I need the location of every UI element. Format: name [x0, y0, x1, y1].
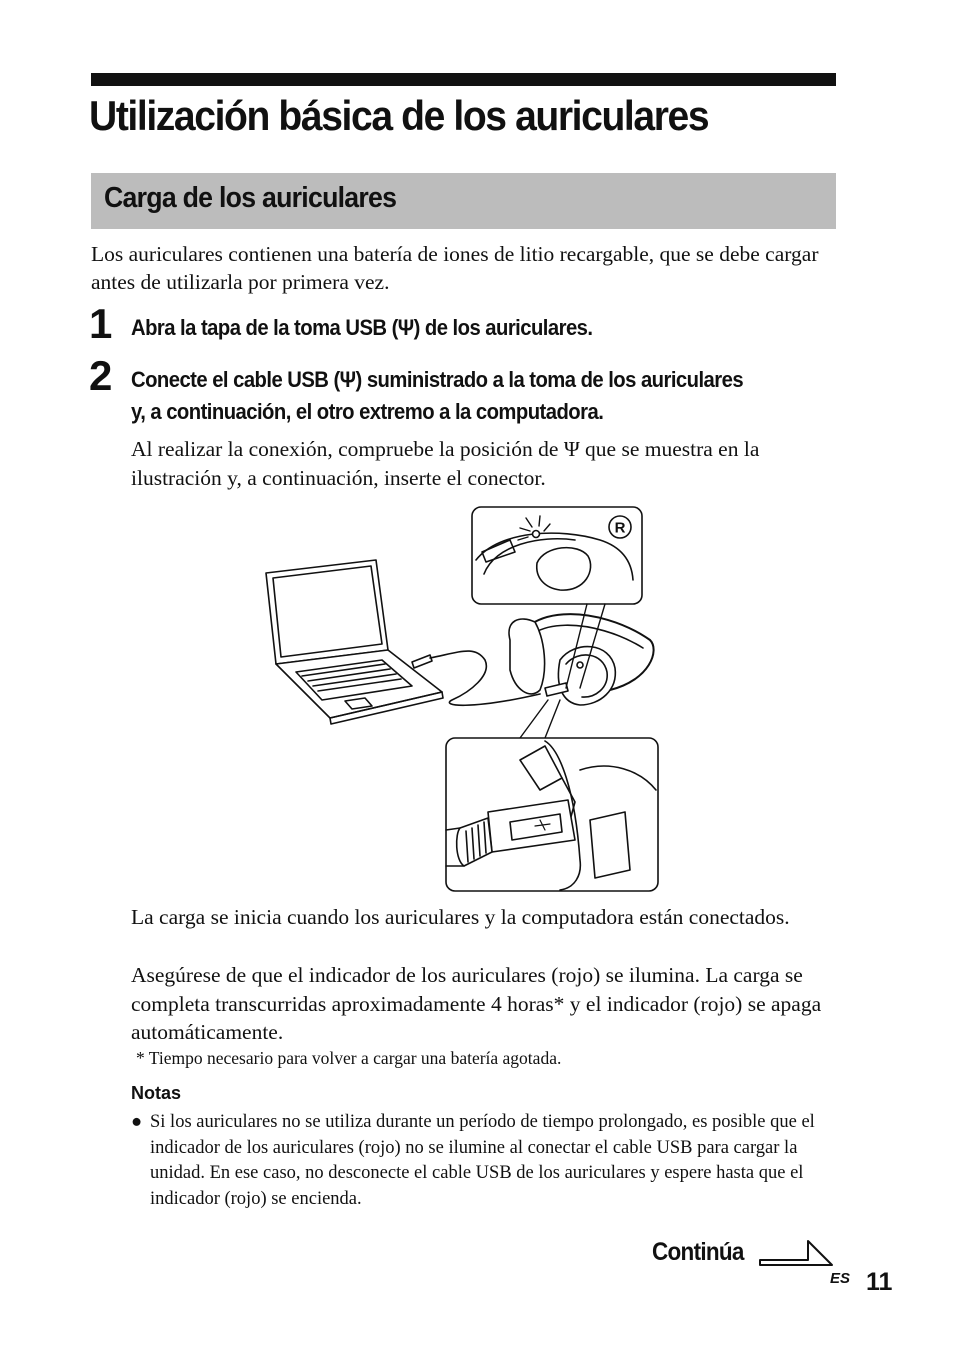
continue-arrow-icon [758, 1238, 836, 1270]
step-text: Conecte el cable USB (Ψ) suministrado a la toma de los auriculares [131, 367, 744, 392]
bullet-icon: ● [131, 1112, 143, 1132]
step-number: 1 [89, 300, 113, 347]
step-text: Abra la tapa de la toma USB (Ψ) de los auriculares. [131, 315, 593, 340]
footnote: * Tiempo necesario para volver a cargar una batería agotada. [136, 1048, 562, 1068]
notes-heading: Notas [131, 1083, 182, 1103]
r-marker: R [614, 519, 626, 537]
language-code: ES [830, 1270, 851, 1287]
laptop-icon [266, 560, 443, 724]
step-text: y, a continuación, el otro extremo a la computadora. [131, 399, 604, 424]
connector-inset [446, 700, 658, 891]
charge-indicator-text: Asegúrese de que el indicador de los auriculares (rojo) se ilumina. La carga se completa transcurridas aproximadamente 4 horas* y el indicador (rojo) se apaga automáticamente. [131, 963, 822, 1044]
section-header [91, 173, 836, 229]
intro-paragraph: Los auriculares contienen una batería de iones de litio recargable, que se debe cargar antes de utilizarla por primera vez. [91, 242, 819, 294]
indicator-inset [472, 507, 642, 688]
top-rule [91, 73, 836, 86]
page-title: Utilización básica de los auriculares [89, 92, 709, 139]
note-text: Si los auriculares no se utiliza durante un período de tiempo prolongado, es posible que el indicador de los auriculares (rojo) no se ilumine al conectar el cable USB para cargar la unidad. En ese caso, no desconecte el cable USB de los auriculares y espere hasta que el indicador (rojo) se encienda. [150, 1112, 815, 1209]
page-number: 11 [866, 1268, 893, 1296]
step-number: 2 [89, 352, 113, 399]
continue-label: Continúa [652, 1238, 744, 1266]
note-item [131, 1110, 836, 1212]
charging-illustration [262, 503, 662, 895]
charge-start-text: La carga se inicia cuando los auriculares y la computadora están conectados. [131, 905, 790, 929]
step-detail: Al realizar la conexión, compruebe la posición de Ψ que se muestra en la ilustración y, a continuación, inserte el conector. [131, 437, 760, 490]
section-title: Carga de los auriculares [104, 182, 397, 214]
